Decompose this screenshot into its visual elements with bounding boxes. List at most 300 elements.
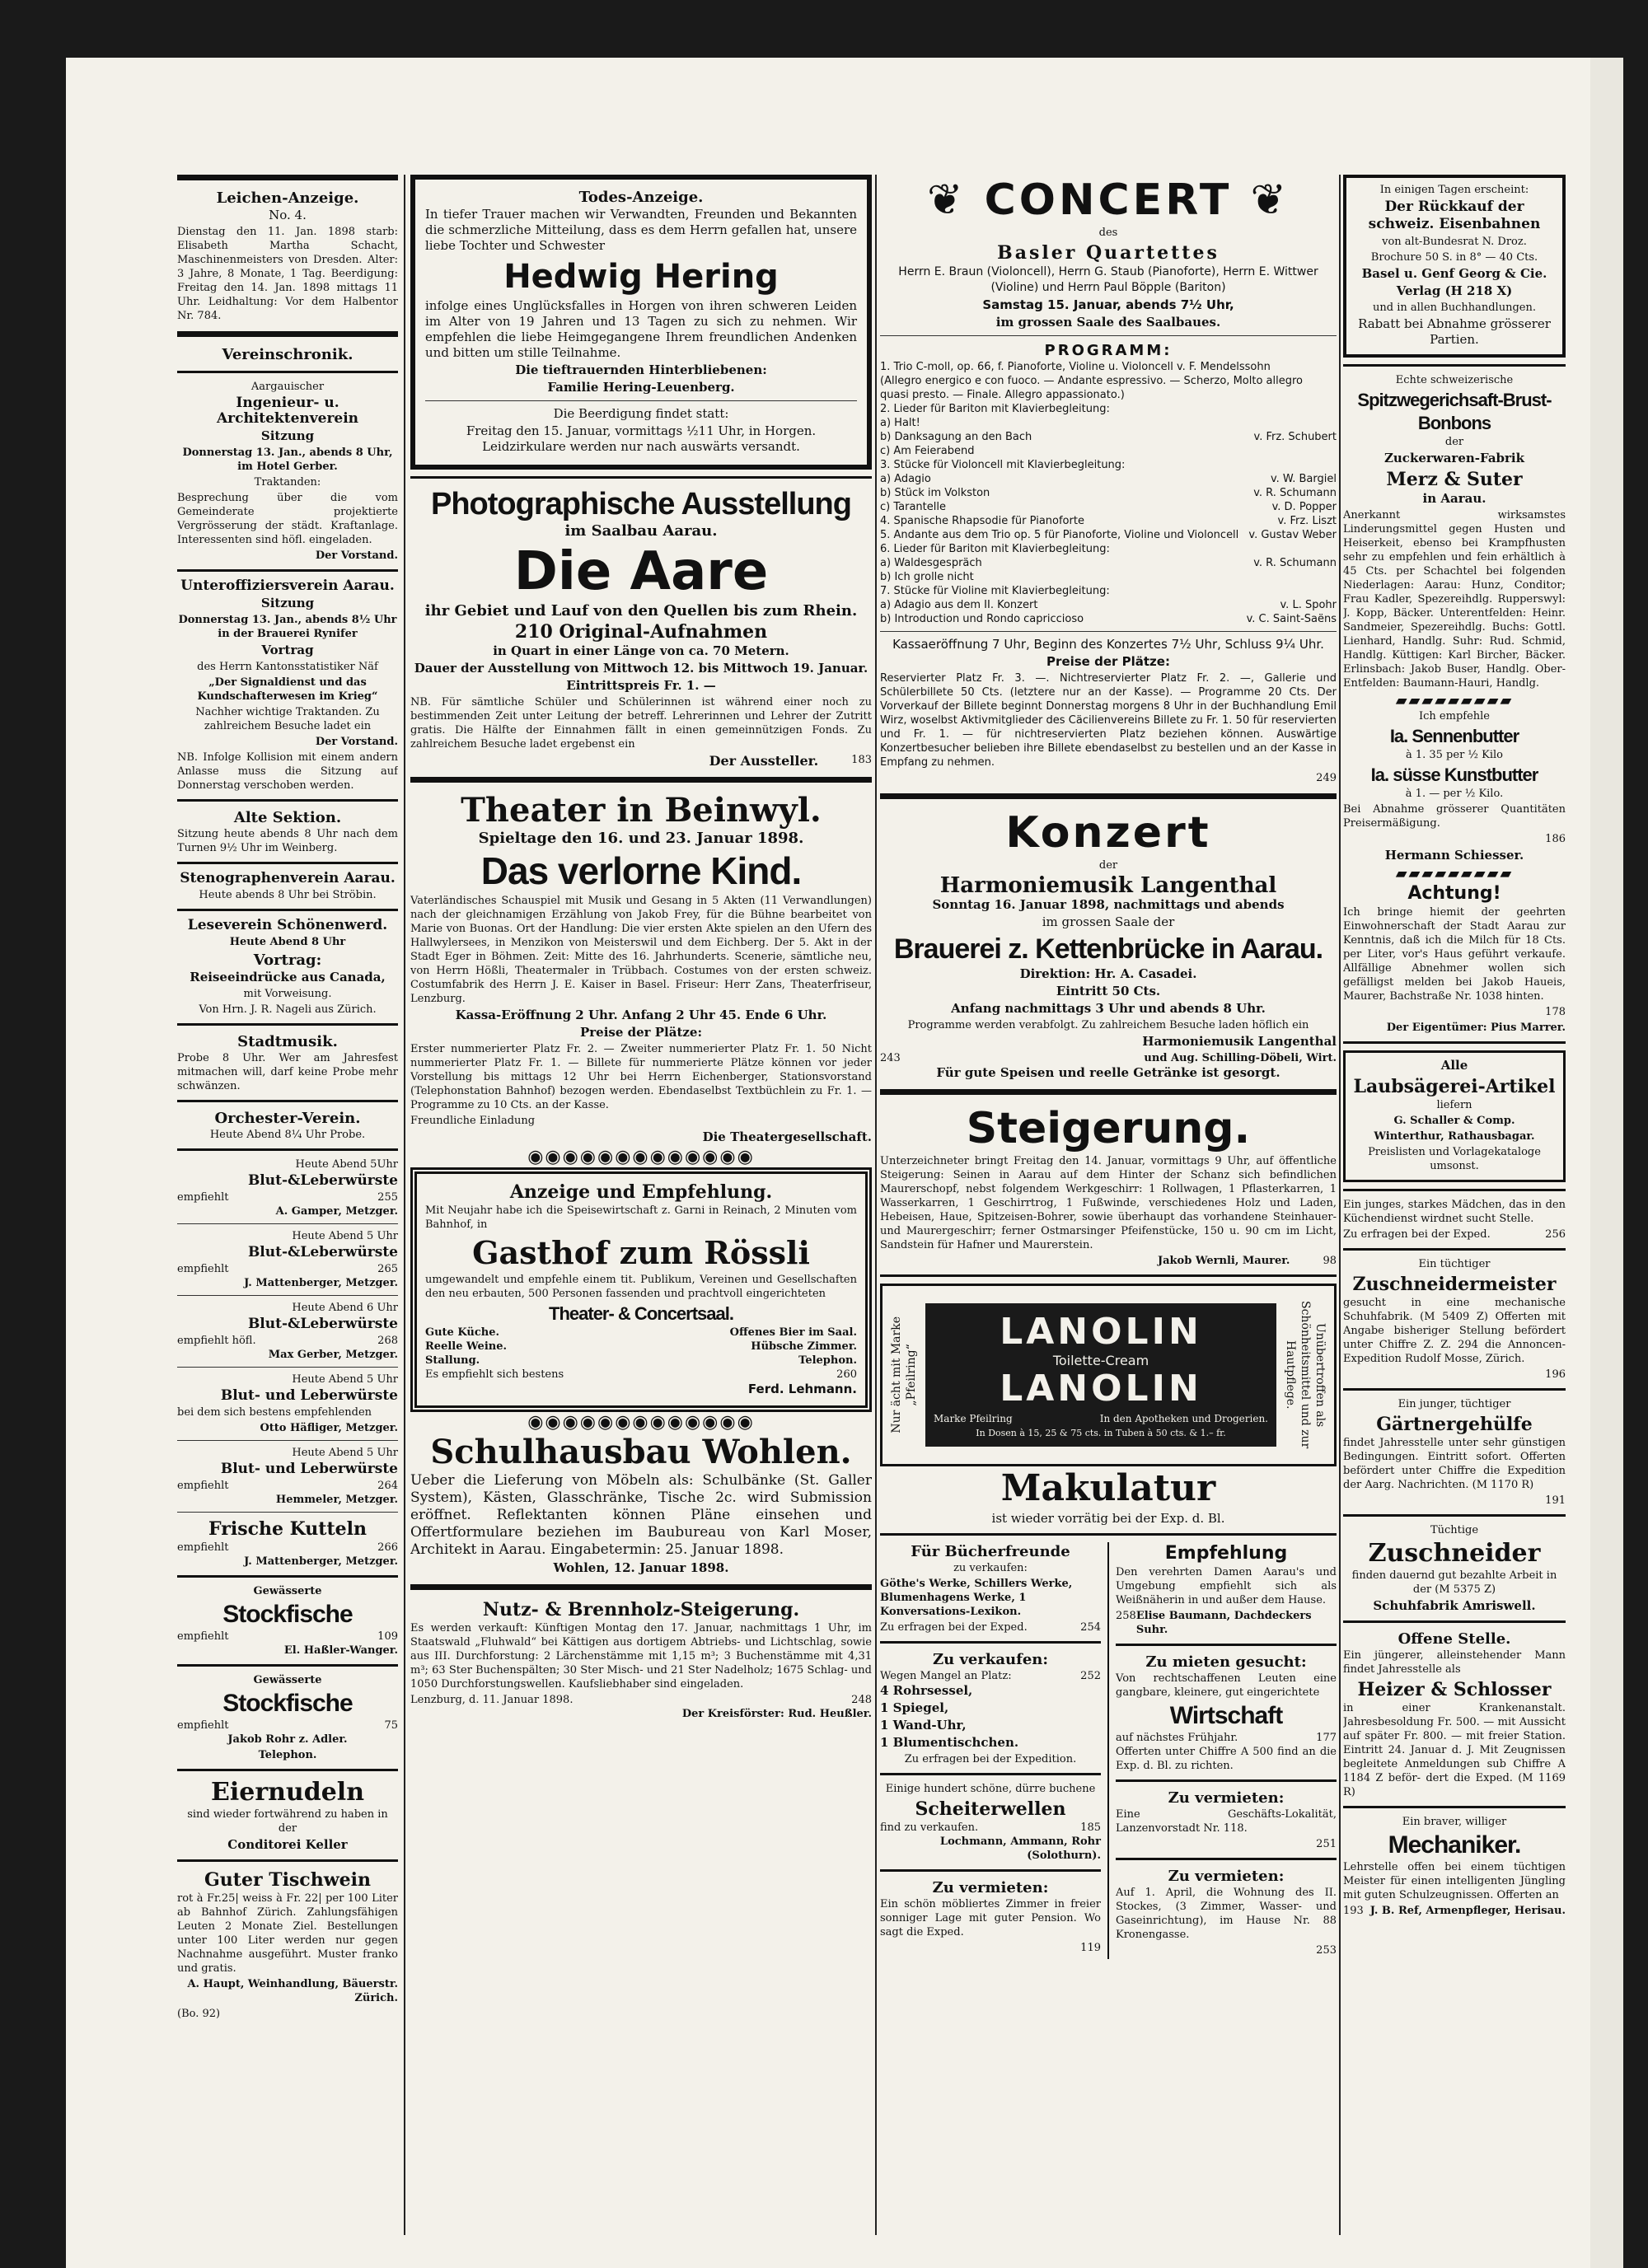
scheit-title: Scheiterwellen: [915, 1798, 1066, 1820]
concert-num: 249: [1316, 772, 1337, 784]
lano-brand1: LANOLIN: [1000, 1311, 1202, 1353]
senn-sign: Hermann Schiesser.: [1384, 848, 1524, 863]
stock2-pre: Gewässerte: [253, 1674, 322, 1686]
blut2-title: Blut-&Leberwürste: [247, 1244, 398, 1260]
blut4-when: Heute Abend 5 Uhr: [292, 1373, 398, 1386]
ing-when: Donnerstag 13. Jan., abends 8 Uhr, im Hotel Gerber.: [182, 447, 393, 473]
program-composer: v. R. Schumann: [1253, 487, 1337, 499]
steig-text: Unterzeichneter bringt Freitag den 14. Januar, vormittags 9 Uhr, auf öffentliche Steigerung: Seinen in Aarau auf dem Hinter der Schanz sich befindlichen Maurerschopf, nebst folgendem Werkgeschirr: 1 Rollwagen, 1 Pflasterkarren, 1 Wasserkarren, 1 Geschirrtrog, 1 Fußwinde, verschiedenes Holz und Laden, Hebeisen, Haue, Spitzeisen-Bohrer, sowie überhaupt das vorhandene Steinhauer- und Maurergeschirr; ferner Ostmarsinger Pfeifenstücke, 150 u. 90 cm im Licht, Sandstein für Hafner und Maurerstein.: [880, 1155, 1337, 1251]
stock2-tel: Telephon.: [258, 1749, 317, 1761]
program-piece: 7. Stücke für Violine mit Klavierbegleitung:: [880, 585, 1110, 597]
photo-nb: NB. Für sämtliche Schüler und Schülerinnen ist während einer noch zu bestimmenden Zeit unter Leitung der betreff. Lehrerinnen und Lehrer der Zutritt gratis. Die Hälfte der Einnahmen fällt in einen gemeinnützigen Fonds. Zu zahlreichem Besuche ladet ergebenst ein: [410, 696, 872, 751]
zu1-num: 196: [1545, 1368, 1566, 1381]
leichen-text: Dienstag den 11. Jan. 1898 starb: Elisabeth Martha Schacht, Maschinenmeisters von Dresden. Alter: 3 Jahre, 8 Monate, 1 Tag. Beerdigung: Freitag den 14. Jan. 1898 mittags 11 Uhr. Leidhaltung: Vor dem Halbentor Nr. 784.: [177, 226, 398, 322]
photo-where: im Saalbau Aarau.: [564, 522, 718, 540]
program-piece: b) Danksagung an den Bach: [880, 431, 1032, 443]
lano-left1: Nur ächt mit Marke: [890, 1316, 903, 1433]
orch-text: Heute Abend 8¼ Uhr Probe.: [209, 1129, 366, 1141]
divider: [1343, 1514, 1566, 1517]
kauf-sign: Zu erfragen bei der Expedition.: [904, 1753, 1077, 1765]
divider: [880, 1773, 1101, 1775]
blut5-num: 264: [377, 1480, 398, 1492]
stock1-pre: Gewässerte: [253, 1585, 322, 1597]
zu1-pre: Ein tüchtiger: [1418, 1258, 1491, 1270]
eier-text: sind wieder fortwährend zu haben in der: [187, 1808, 388, 1835]
blut5-when: Heute Abend 5 Uhr: [292, 1447, 398, 1459]
gast-sign: Ferd. Lehmann.: [747, 1382, 857, 1396]
blut4-sign: Otto Häfliger, Metzger.: [260, 1422, 398, 1434]
program-piece: c) Am Feierabend: [880, 445, 975, 457]
kutteln-sign: J. Mattenberger, Metzger.: [244, 1555, 398, 1568]
emp-title: Empfehlung: [1164, 1543, 1288, 1564]
kauf-item: 1 Blumentischchen.: [880, 1735, 1019, 1750]
lese-topic: Reiseeindrücke aus Canada,: [190, 970, 386, 984]
acht-sign: Der Eigentümer: Pius Marrer.: [1386, 1022, 1566, 1034]
uo-des: des Herrn Kantonsstatistiker Näf: [197, 661, 378, 673]
program-composer: v. Gustav Weber: [1248, 529, 1337, 541]
todes-beerd: Die Beerdigung findet statt:: [553, 406, 729, 421]
konzert-sign1: Harmoniemusik Langenthal: [1142, 1034, 1337, 1049]
program-piece: 3. Stücke für Violoncell mit Klavierbegleitung:: [880, 459, 1126, 471]
divider: [880, 1641, 1101, 1644]
concert-title-text: CONCERT: [984, 175, 1233, 225]
divider: [177, 1023, 398, 1026]
verm1-text: Ein schön möbliertes Zimmer in freier sonniger Lage mit guter Pension. Wo sagt die Exped.: [880, 1898, 1101, 1938]
mad-num: 256: [1545, 1228, 1566, 1241]
verm3-text: Auf 1. April, die Wohnung des II. Stockes, (3 Zimmer, Wasser- und Gaseinrichtung), im Hause Nr. 88 Kronengasse.: [1116, 1887, 1337, 1941]
miet-name: Wirtschaft: [1169, 1702, 1283, 1729]
program-piece: b) Ich grolle nicht: [880, 571, 974, 583]
spitz-pre: Echte schweizerische: [1395, 374, 1514, 386]
off-text2: in einer Krankenanstalt. Jahresbesoldung Fr. 500. — mit Aussicht auf später Fr. 800. — mit freier Station. Eintritt 24. Januar d. J. Mit Zeugnissen begleitete Anmeldungen sub Chiffre A 1184 Z beför- dert die Exped. (M 1169 R): [1343, 1702, 1566, 1798]
lano-price: In Dosen à 15, 25 & 75 cts. in Tuben à 50 cts. & 1.– fr.: [976, 1428, 1226, 1438]
theater-kassa: Kassa-Eröffnung 2 Uhr. Anfang 2 Uhr 45. Ende 6 Uhr.: [455, 1008, 827, 1022]
kutteln-num: 266: [377, 1541, 398, 1554]
photo-num: 183: [851, 754, 872, 766]
uo-sub: Sitzung: [260, 596, 315, 610]
program-item: [880, 402, 1337, 416]
mech-sign: J. B. Ref, Armenpfleger, Herisau.: [1369, 1905, 1566, 1917]
todes-beerd2: Freitag den 15. Januar, vormittags ½11 Uhr, in Horgen. Leidzirkulare werden nur nach auswärts versandt.: [466, 423, 817, 454]
lese-when: Heute Abend 8 Uhr: [229, 936, 346, 948]
divider: [177, 1575, 398, 1578]
program-piece: a) Adagio: [880, 473, 931, 485]
senn-price: à 1. 35 per ½ Kilo: [1405, 749, 1504, 761]
scheit-pre: Einige hundert schöne, dürre buchene: [885, 1783, 1096, 1795]
small-ads-grid: [880, 1542, 1337, 1959]
gast-l1: Gute Küche.: [425, 1326, 499, 1339]
divider: [1116, 1858, 1337, 1860]
blut5-emp: empfiehlt: [177, 1480, 229, 1492]
divider: [880, 631, 1337, 632]
divider: [425, 400, 857, 401]
laubsaege-ad: [1343, 1050, 1566, 1182]
senn-title: Ia. Sennenbutter: [1389, 726, 1519, 746]
konzert-where: im grossen Saale der: [1042, 914, 1175, 929]
ruck-rabatt: Rabatt bei Abnahme grösserer Partien.: [1358, 316, 1551, 347]
nutz-title: Nutz- & Brennholz-Steigerung.: [482, 1599, 800, 1620]
blut4-text: bei dem sich bestens empfehlenden: [177, 1406, 372, 1419]
senn-pre: Ich empfehle: [1419, 710, 1490, 722]
laub-pre: Alle: [1440, 1058, 1468, 1073]
divider: [1343, 1388, 1566, 1391]
verm2-text: Eine Geschäfts-Lokalität, Lanzenvorstadt Nr. 118.: [1116, 1808, 1337, 1835]
program-piece: 2. Lieder für Bariton mit Klavierbegleitung:: [880, 403, 1110, 415]
kauf-title: Zu verkaufen:: [932, 1651, 1049, 1668]
scheit-text: find zu verkaufen.: [880, 1821, 979, 1834]
uo-nb: NB. Infolge Kollision mit einem andern Anlasse muss die Sitzung auf Donnerstag verschoben werden.: [177, 751, 398, 792]
column-2: [410, 175, 872, 2235]
photo-dauer: Dauer der Ausstellung von Mittwoch 12. bis Mittwoch 19. Januar.: [414, 661, 868, 676]
photo-size: in Quart in einer Länge von ca. 70 Metern.: [493, 643, 789, 658]
stock2-num: 75: [384, 1719, 398, 1732]
divider: [880, 335, 1337, 336]
theater-title: Theater in Beinwyl.: [461, 791, 822, 830]
kauf-num: 252: [1080, 1670, 1101, 1682]
blut1-title: Blut-&Leberwürste: [247, 1172, 398, 1189]
lanolin-ad: [880, 1284, 1337, 1466]
divider: [177, 1512, 398, 1513]
ing-sub: Sitzung: [260, 428, 315, 443]
divider: [177, 569, 398, 572]
divider: [177, 1769, 398, 1771]
konzert-dir: Direktion: Hr. A. Casadei.: [1019, 966, 1197, 981]
off-title: Offene Stelle.: [1398, 1630, 1511, 1648]
program-piece: 6. Lieder für Bariton mit Klavierbegleitung:: [880, 543, 1110, 555]
konzert-sub: Harmoniemusik Langenthal: [939, 873, 1277, 898]
leichen-title: Leichen-Anzeige.: [216, 189, 359, 207]
divider: [177, 909, 398, 911]
program-piece: 4. Spanische Rhapsodie für Pianoforte: [880, 515, 1084, 527]
program-item: [880, 570, 1337, 584]
kauf-text: Wegen Mangel an Platz:: [880, 1670, 1012, 1682]
stock1-emp: empfiehlt: [177, 1630, 229, 1643]
spitz-title: Spitzwegerichsaft-Brust-Bonbons: [1357, 390, 1552, 433]
steig-title: Steigerung.: [966, 1104, 1251, 1153]
steno-title: Stenographenverein Aarau.: [180, 870, 396, 886]
program-piece: b) Stück im Volkston: [880, 487, 990, 499]
column-rule: [404, 175, 405, 2235]
verm2-num: 251: [1316, 1838, 1337, 1850]
verm2-title: Zu vermieten:: [1168, 1789, 1285, 1807]
gast-saal: Theater- & Concertsaal.: [549, 1303, 733, 1324]
program-item: [880, 514, 1337, 528]
gast-r1: Offenes Bier im Saal.: [729, 1326, 857, 1339]
verm1-num: 119: [1080, 1942, 1101, 1954]
gast-text: Mit Neujahr habe ich die Speisewirtschaft z. Garni in Reinach, 2 Minuten vom Bahnhof, in: [425, 1204, 857, 1231]
wein-title: Guter Tischwein: [204, 1869, 371, 1891]
miet-num: 177: [1316, 1732, 1337, 1744]
concert-where: im grossen Saale des Saalbaues.: [995, 315, 1221, 330]
divider: [177, 371, 398, 373]
stock2-emp: empfiehlt: [177, 1719, 229, 1732]
concert-text2: Reservierter Platz Fr. 3. —. Nichtreservierter Platz Fr. 2. —, Gallerie und Schülerbillete 50 Cts. (letztere nur an der Kasse). — Programme 20 Cts. Der Vorverkauf der Billete beginnt Donnerstag morgens 8 Uhr in der Buchhandlung Emil Wirz, woselbst Aktivmitglieder des Cäcilienvereins Billete zu Fr. 1. 50 für reservierten und Fr. 1. — für nichtreservierten Platz beziehen können. Auswärtige Konzertbesucher belieben ihre Billete ebendaselbst zu bestellen und an der Kasse in Empfang zu nehmen.: [880, 672, 1337, 769]
konzert-num: 243: [880, 1052, 901, 1064]
lese-sub: mit Vorweisung.: [243, 988, 332, 1000]
kauf-item: 1 Spiegel,: [880, 1700, 949, 1715]
mad-sign: Zu erfragen bei der Exped.: [1343, 1228, 1491, 1241]
blut2-when: Heute Abend 5 Uhr: [292, 1230, 398, 1242]
lano-brand2: LANOLIN: [1000, 1368, 1202, 1410]
senn-num: 186: [1545, 833, 1566, 845]
program-item: [880, 472, 1337, 486]
verm3-title: Zu vermieten:: [1168, 1868, 1285, 1885]
blut2-sign: J. Mattenberger, Metzger.: [244, 1277, 398, 1289]
buch-num: 254: [1080, 1621, 1101, 1634]
uo-when: Donnerstag 13. Jan., abends 8½ Uhr in der Brauerei Rynifer: [178, 614, 397, 640]
uo-sign: Der Vorstand.: [315, 736, 398, 748]
miet-text: Von rechtschaffenen Leuten eine gangbare, kleinere, gut eingerichtete: [1116, 1672, 1337, 1699]
divider: [1116, 1644, 1337, 1646]
todes-name: Hedwig Hering: [503, 258, 779, 296]
emp-text: Den verehrten Damen Aarau's und Umgebung empfiehlt sich als Weißnäherin in und außer dem Hause.: [1116, 1566, 1337, 1606]
schul-date: Wohlen, 12. Januar 1898.: [553, 1560, 729, 1575]
miet-text2: auf nächstes Frühjahr.: [1116, 1732, 1238, 1744]
program-piece: a) Halt!: [880, 417, 920, 429]
lese-title: Leseverein Schönenwerd.: [187, 917, 388, 933]
buch-sign: Zu erfragen bei der Exped.: [880, 1621, 1028, 1634]
divider: [177, 862, 398, 864]
scheit-sign: Lochmann, Ammann, Rohr (Solothurn).: [939, 1835, 1101, 1862]
buch-title: Für Bücherfreunde: [911, 1543, 1070, 1560]
theater-einl: Freundliche Einladung: [410, 1115, 536, 1127]
nutz-date: Lenzburg, d. 11. Januar 1898.: [410, 1694, 574, 1706]
blut1-sign: A. Gamper, Metzger.: [275, 1205, 398, 1218]
divider: [177, 331, 398, 337]
small-ads-right: [1116, 1542, 1337, 1959]
program-item: [880, 542, 1337, 556]
buch-sub: zu verkaufen:: [953, 1562, 1028, 1574]
laub-name: G. Schaller & Comp.: [1393, 1115, 1515, 1127]
spitz-text: Anerkannt wirksamstes Linderungsmittel gegen Husten und Heiserkeit, ebenso bei Krampfhusten sehr zu empfehlen und fein erhältlich à 45 Cts. per Schachtel bei folgenden Niederlagen: Aarau: Hunz, Conditor; Frau Kadler, Spezereihdlg. Rupperswyl: J. Kopp, Bäcker. Unterentfelden: Heinr. Sandmeier, Spezereihdlg. Buchs: Gottl. Lienhard, Handlg. Suhr: Rud. Schmid, Handlg. Küttigen: Karl Bircher, Bäcker. Erlinsbach: Jakob Buser, Handlg. Ober-Entfelden: Baumann-Hauri, Handlg.: [1343, 509, 1566, 690]
gast-l2: Reelle Weine.: [425, 1340, 508, 1353]
blut2-num: 265: [377, 1263, 398, 1275]
ruck-title: Der Rückkauf der schweiz. Eisenbahnen: [1368, 199, 1541, 232]
column-4: [1343, 175, 1566, 2235]
stock1-title: Stockfische: [222, 1601, 353, 1628]
theater-sign: Die Theatergesellschaft.: [702, 1129, 872, 1144]
program-composer: v. Frz. Schubert: [1253, 431, 1337, 443]
todes-text: In tiefer Trauer machen wir Verwandten, Freunden und Bekannten die schmerzliche Mitteilung, dass es dem Herrn gefallen hat, unsere liebe Tochter und Schwester: [425, 207, 857, 253]
blut4-title: Blut- und Leberwürste: [220, 1387, 398, 1404]
blut1-when: Heute Abend 5Uhr: [295, 1158, 398, 1171]
blut3-emp: empfiehlt höfl.: [177, 1335, 256, 1347]
ornament-icon: ❦: [926, 175, 985, 225]
laub-ort: Winterthur, Rathausbagar.: [1374, 1130, 1535, 1143]
lanolin-logo: [925, 1303, 1276, 1447]
gart-num: 191: [1545, 1494, 1566, 1507]
theater-text: Vaterländisches Schauspiel mit Musik und Gesang in 5 Akten (11 Verwandlungen) nach der gleichnamigen Erzählung von Jakob Frey, für die Bühne bearbeitet von Marie von Buonas. Ort der Handlung: Die vier ersten Akte spielen an den Ufern des Hallwylersees, in Menzikon von Meisterswil und dem Eichberg. Der 5. Akt in der Stadt Eger in Böhmen. Zeit: Mitte des 16. Jahrhunderts. Scenerie, sämtliche neu, von Herrn Hößli, Theatermaler in Trübbach. Costumes von der ersten schweiz. Costumfabrik des Herrn J. E. Kaiser in Basel. Friseur: Herr Zans, Theaterfriseur, Lenzburg.: [410, 895, 872, 1005]
divider: [1116, 1779, 1337, 1782]
ornament-border: ▰▰▰▰▰▰▰▰▰: [1395, 692, 1514, 709]
blut3-sign: Max Gerber, Metzger.: [268, 1349, 398, 1361]
divider: [177, 799, 398, 802]
emp-sign: Elise Baumann, Dachdeckers Suhr.: [1135, 1610, 1312, 1636]
divider: [880, 1089, 1337, 1095]
rueckkauf-ad: [1343, 175, 1566, 358]
program-composer: v. Frz. Liszt: [1277, 515, 1337, 527]
stock1-sign: El. Haßler-Wanger.: [283, 1644, 398, 1657]
divider: [410, 1584, 872, 1590]
divider: [880, 1274, 1337, 1277]
gart-pre: Ein junger, tüchtiger: [1398, 1398, 1511, 1410]
off-name: Heizer & Schlosser: [1357, 1679, 1552, 1700]
ing-pre: Aargauischer: [250, 381, 325, 393]
divider: [1343, 1189, 1566, 1191]
spitz-der: der: [1444, 436, 1464, 448]
column-3: [880, 175, 1337, 2235]
death-notice: [410, 175, 872, 470]
divider: [177, 1440, 398, 1441]
ruck-pre: In einigen Tagen erscheint:: [1379, 184, 1529, 196]
lano-mark: Marke Pfeilring: [934, 1413, 1013, 1424]
senn-title2: Ia. süsse Kunstbutter: [1370, 765, 1538, 785]
todes-sign1: Die tieftrauernden Hinterbliebenen:: [515, 362, 767, 377]
acht-title: Achtung!: [1407, 883, 1501, 904]
ing-trakt: Traktanden:: [254, 476, 321, 489]
scheit-num: 185: [1080, 1821, 1101, 1834]
konzert-place: Brauerei z. Kettenbrücke in Aarau.: [893, 933, 1323, 965]
nutz-sign: Der Kreisförster: Rud. Heußler.: [681, 1708, 872, 1720]
program-composer: v. W. Bargiel: [1270, 473, 1337, 485]
zu2-sign: Schuhfabrik Amriswell.: [1373, 1598, 1536, 1613]
program-piece: b) Introduction und Rondo capriccioso: [880, 613, 1084, 625]
program-item: [880, 486, 1337, 500]
mech-title: Mechaniker.: [1388, 1831, 1521, 1859]
lese-vortrag: Vortrag:: [253, 952, 322, 969]
spitz-fabrik: Zuckerwaren-Fabrik: [1383, 451, 1525, 465]
ornament-icon: ❦: [1232, 175, 1290, 225]
steig-num: 98: [1323, 1255, 1337, 1267]
program-item: [880, 528, 1337, 542]
divider: [177, 1100, 398, 1102]
column-1: [177, 175, 398, 2235]
konzert-when: Sonntag 16. Januar 1898, nachmittags und abends: [932, 897, 1285, 912]
konzert-food: Für gute Speisen und reelle Getränke ist gesorgt.: [936, 1065, 1280, 1080]
blut3-when: Heute Abend 6 Uhr: [292, 1302, 398, 1314]
kutteln-emp: empfiehlt: [177, 1541, 229, 1554]
stock2-sign: Jakob Rohr z. Adler.: [227, 1733, 348, 1746]
divider: [1343, 364, 1566, 367]
divider: [1343, 1806, 1566, 1808]
spitz-ort: in Aarau.: [1422, 491, 1486, 506]
program-item: [880, 598, 1337, 612]
program-item: [880, 416, 1337, 430]
wein-num: (Bo. 92): [177, 2008, 221, 2020]
program-composer: v. L. Spohr: [1280, 599, 1337, 611]
zu2-pre: Tüchtige: [1430, 1524, 1479, 1536]
konzert-anf: Anfang nachmittags 3 Uhr und abends 8 Uhr.: [951, 1001, 1266, 1016]
concert-des: des: [1098, 227, 1118, 239]
gasthof-ad: [410, 1167, 872, 1412]
photo-sub: ihr Gebiet und Lauf von den Quellen bis zum Rhein.: [424, 602, 858, 620]
mech-text: Lehrstelle offen bei einem tüchtigen Meister für einen intelligenten Jüngling mit guten Schulzeugnissen. Offerten an: [1343, 1861, 1566, 1901]
miet-text3: Offerten unter Chiffre A 500 find an die Exp. d. Bl. zu richten.: [1116, 1746, 1337, 1772]
eier-title: Eiernudeln: [210, 1778, 365, 1807]
divider: [177, 1148, 398, 1151]
spitz-name: Merz & Suter: [1386, 469, 1523, 490]
acht-num: 178: [1545, 1006, 1566, 1018]
uo-topic: „Der Signaldienst und das Kundschafterwesen im Krieg“: [197, 676, 378, 703]
ing-title: Ingenieur- u. Architektenverein: [216, 395, 359, 427]
photo-count: 210 Original-Aufnahmen: [514, 621, 768, 643]
photo-title: Photographische Ausstellung: [431, 487, 851, 521]
page-edge: [1590, 58, 1623, 2268]
blut5-sign: Hemmeler, Metzger.: [275, 1494, 398, 1506]
program-item: [880, 500, 1337, 514]
stadt-text: Probe 8 Uhr. Wer am Jahresfest mitmachen will, darf keine Probe mehr schwänzen.: [177, 1052, 398, 1092]
gart-text: findet Jahresstelle unter sehr günstigen Bedingungen. Eintritt sofort. Offerten befördert unter Chiffre die Expedition der Aarg. Nachrichten. (M 1170 R): [1343, 1437, 1566, 1491]
program-item: [880, 374, 1337, 402]
divider: [177, 1367, 398, 1368]
program-list: [880, 360, 1337, 626]
divider: [880, 1533, 1337, 1536]
blut3-num: 268: [377, 1335, 398, 1347]
gast-emp: Es empfiehlt sich bestens: [425, 1368, 564, 1381]
todes-title: Todes-Anzeige.: [578, 189, 704, 206]
program-item: [880, 444, 1337, 458]
wein-text: rot à Fr.25| weiss à Fr. 22| per 100 Liter ab Bahnhof Zürich. Zahlungsfähigen Leuten 2 Monate Ziel. Bestellungen unter 100 Liter werden nur gegen Nachnahme ausgeführt. Muster franko und gratis.: [177, 1892, 398, 1975]
program-item: [880, 612, 1337, 626]
konzert-text: Programme werden verabfolgt. Zu zahlreichem Besuche laden höflich ein: [907, 1019, 1309, 1031]
todes-text2: infolge eines Unglücksfalles in Horgen von ihren schweren Leiden im Alter von 19 Jahren und 13 Tagen zu sich zu nehmen. Wir empfehlen die liebe Heimgegangene Ihrem freundlichen Andenken und bitten um stille Teilnahme.: [425, 298, 857, 360]
divider: [177, 1223, 398, 1224]
stadt-title: Stadtmusik.: [237, 1033, 338, 1050]
schul-title: Schulhausbau Wohlen.: [430, 1433, 852, 1471]
verm3-num: 253: [1316, 1944, 1337, 1957]
mad-text: Ein junges, starkes Mädchen, das in den Küchendienst wirdnet sucht Stelle.: [1343, 1199, 1566, 1225]
alte-title: Alte Sektion.: [233, 809, 342, 826]
blut5-title: Blut- und Leberwürste: [220, 1461, 398, 1477]
ruck-price: Brochure 50 S. in 8° — 40 Cts.: [1370, 251, 1538, 264]
ruck-verlag: Basel u. Genf Georg & Cie.: [1361, 266, 1547, 281]
mech-pre: Ein braver, williger: [1402, 1816, 1507, 1828]
program-piece: c) Tarantelle: [880, 501, 946, 513]
program-item: [880, 584, 1337, 598]
divider: [177, 1859, 398, 1862]
program-item: [880, 556, 1337, 570]
program-piece: a) Adagio aus dem II. Konzert: [880, 599, 1038, 611]
divider: [410, 777, 872, 783]
zu1-title: Zuschneidermeister: [1352, 1274, 1557, 1295]
ornament-border: ◉◉◉◉◉◉◉◉◉◉◉◉◉: [527, 1147, 755, 1167]
blut2-emp: empfiehlt: [177, 1263, 229, 1275]
theater-preise: Preise der Plätze:: [579, 1025, 702, 1040]
konzert-eintritt: Eintritt 50 Cts.: [1056, 984, 1161, 998]
divider: [177, 1295, 398, 1296]
program-composer: v. D. Popper: [1271, 501, 1337, 513]
steig-sign: Jakob Wernli, Maurer.: [1157, 1255, 1290, 1267]
program-composer: v. C. Saint-Saëns: [1246, 613, 1337, 625]
program-piece: a) Waldesgespräch: [880, 557, 982, 569]
steno-text: Heute abends 8 Uhr bei Ströbin.: [199, 889, 377, 901]
program-item: [880, 430, 1337, 444]
gast-title: Anzeige und Empfehlung.: [509, 1181, 773, 1203]
theater-tage: Spieltage den 16. und 23. Januar 1898.: [478, 830, 804, 847]
gast-num: 260: [836, 1368, 857, 1381]
prog-title: PROGRAMM:: [1044, 342, 1173, 359]
program-piece: 1. Trio C-moll, op. 66, f. Pianoforte, Violine u. Violoncell v. F. Mendelssohn: [880, 361, 1271, 373]
miet-title: Zu mieten gesucht:: [1145, 1653, 1307, 1671]
lano-right: Unübertroffen als Schönheitsmittel und zur Hautpflege.: [1284, 1301, 1327, 1449]
lano-apo: In den Apotheken und Drogerien.: [1099, 1413, 1268, 1424]
uo-vortrag: Vortrag: [261, 643, 314, 657]
ruck-verlag2: Verlag (H 218 X): [1396, 283, 1513, 298]
kauf-item: 1 Wand-Uhr,: [880, 1718, 967, 1733]
program-piece: (Allegro energico e con fuoco. — Andante espressivo. — Scherzo, Molto allegro quasi presto. — Finale. Allegro appassionato.): [880, 375, 1303, 401]
laub-liefern: liefern: [1436, 1099, 1472, 1111]
todes-sign2: Familie Hering-Leuenberg.: [547, 380, 735, 395]
